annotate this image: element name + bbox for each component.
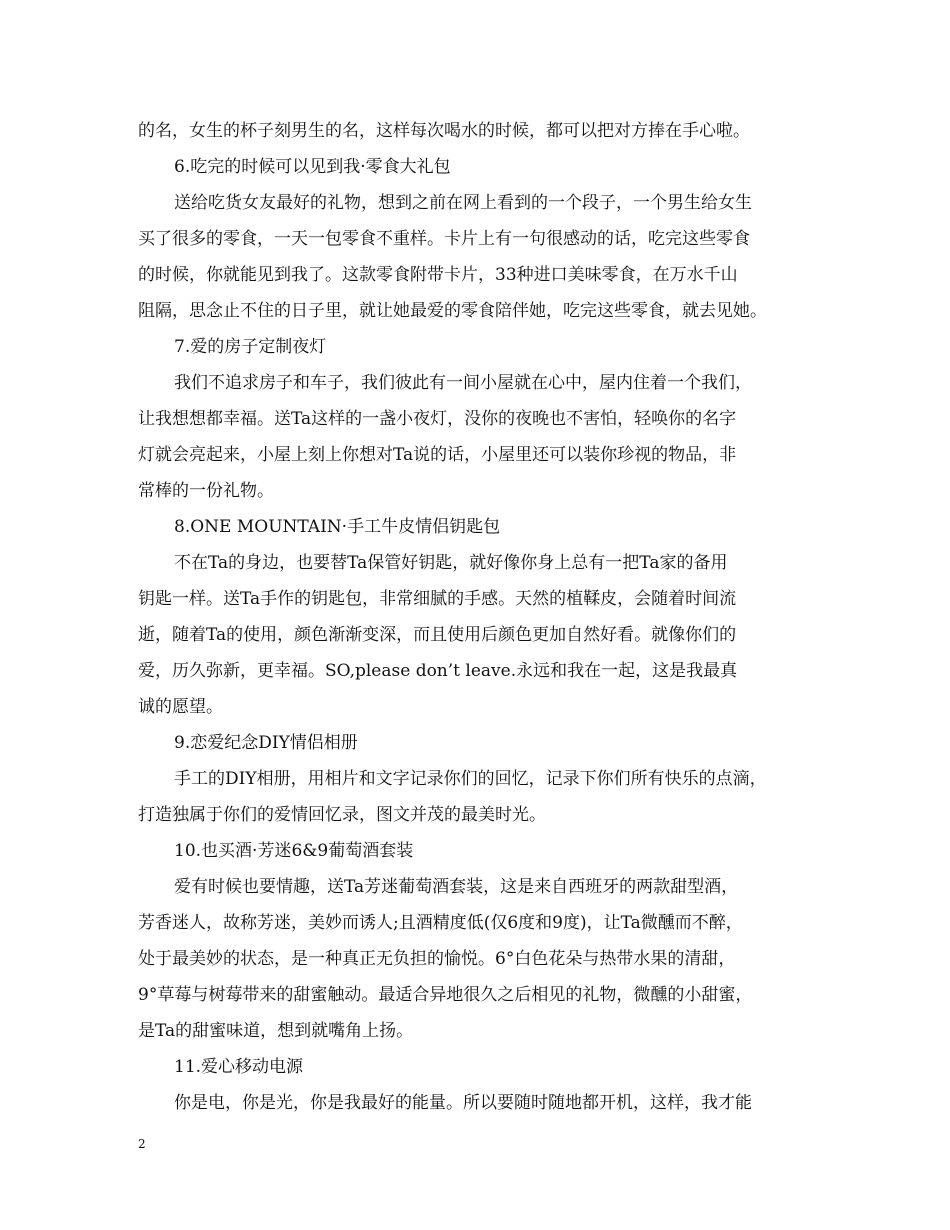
paragraph-line: 我们不追求房子和车子，我们彼此有一间小屋就在心中，屋内住着一个我们， — [174, 373, 752, 393]
paragraph-line: 钥匙一样。送Ta手作的钥匙包，非常细腻的手感。天然的植鞣皮，会随着时间流 — [138, 589, 737, 609]
paragraph-line: 手工的DIY相册，用相片和文字记录你们的回忆，记录下你们所有快乐的点滴， — [174, 769, 767, 789]
paragraph-line: 爱，历久弥新，更幸福。SO,please don’t leave.永远和我在一起，这是我最真 — [138, 661, 738, 681]
section-heading: 9.恋爱纪念DIY情侣相册 — [174, 733, 358, 753]
paragraph-line: 逝，随着Ta的使用，颜色渐渐变深，而且使用后颜色更加自然好看。就像你们的 — [138, 625, 737, 645]
page-number: 2 — [138, 1137, 146, 1151]
paragraph-line: 不在Ta的身边，也要替Ta保管好钥匙，就好像你身上总有一把Ta家的备用 — [174, 553, 728, 573]
paragraph-line: 灯就会亮起来，小屋上刻上你想对Ta说的话，小屋里还可以装你珍视的物品，非 — [138, 445, 737, 465]
section-heading: 7.爱的房子定制夜灯 — [174, 337, 327, 357]
paragraph-line: 送给吃货女友最好的礼物，想到之前在网上看到的一个段子，一个男生给女生 — [174, 193, 752, 213]
paragraph-line: 芳香迷人，故称芳迷，美妙而诱人;且酒精度低(仅6度和9度)，让Ta微醺而不醉， — [138, 913, 743, 933]
paragraph-line: 的时候，你就能见到我了。这款零食附带卡片，33种进口美味零食，在万水千山 — [138, 265, 738, 285]
paragraph-line: 9°草莓与树莓带来的甜蜜触动。最适合异地很久之后相见的礼物，微醺的小甜蜜， — [138, 985, 753, 1005]
paragraph-line: 的名，女生的杯子刻男生的名，这样每次喝水的时候，都可以把对方捧在手心啦。 — [138, 121, 750, 141]
section-heading: 6.吃完的时候可以见到我·零食大礼包 — [174, 157, 451, 177]
paragraph-line: 买了很多的零食，一天一包零食不重样。卡片上有一句很感动的话，吃完这些零食 — [138, 229, 750, 249]
paragraph-line: 让我想想都幸福。送Ta这样的一盏小夜灯，没你的夜晚也不害怕，轻唤你的名字 — [138, 409, 737, 429]
paragraph-line: 阻隔，思念止不住的日子里，就让她最爱的零食陪伴她，吃完这些零食，就去见她。 — [138, 301, 767, 321]
paragraph-line: 诚的愿望。 — [138, 697, 223, 717]
paragraph-line: 你是电，你是光，你是我最好的能量。所以要随时随地都开机，这样，我才能 — [174, 1093, 752, 1113]
section-heading: 11.爱心移动电源 — [174, 1057, 304, 1077]
paragraph-line: 是Ta的甜蜜味道，想到就嘴角上扬。 — [138, 1021, 414, 1041]
paragraph-line: 常棒的一份礼物。 — [138, 481, 274, 501]
section-heading: 10.也买酒·芳迷6&9葡萄酒套装 — [174, 841, 414, 861]
paragraph-line: 爱有时候也要情趣，送Ta芳迷葡萄酒套装，这是来自西班牙的两款甜型酒， — [174, 877, 739, 897]
section-heading: 8.ONE MOUNTAIN·手工牛皮情侣钥匙包 — [174, 517, 501, 537]
paragraph-line: 打造独属于你们的爱情回忆录，图文并茂的最美时光。 — [138, 805, 546, 825]
paragraph-line: 处于最美妙的状态，是一种真正无负担的愉悦。6°白色花朵与热带水果的清甜， — [138, 949, 736, 969]
